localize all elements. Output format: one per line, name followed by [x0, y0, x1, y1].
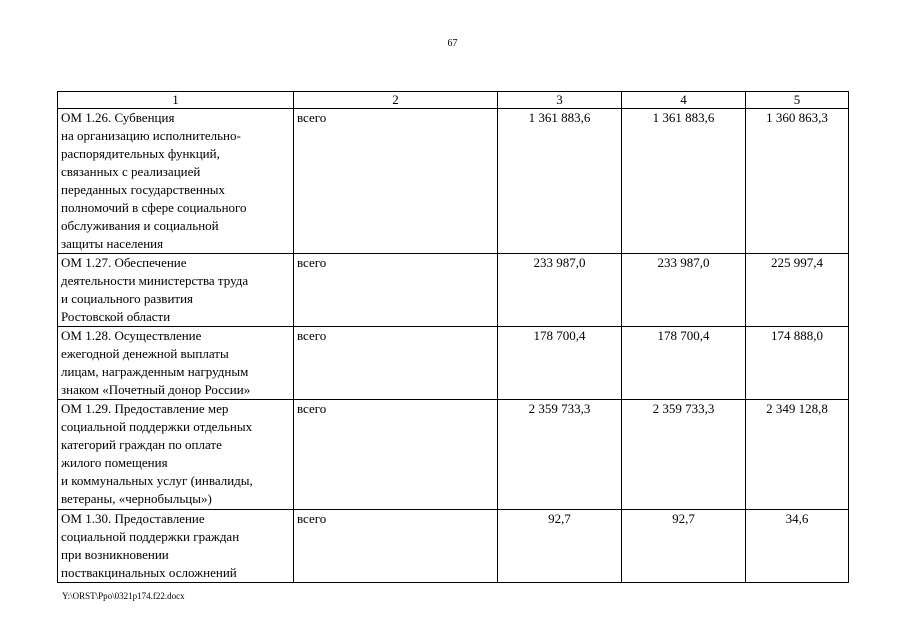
table-row — [58, 254, 849, 327]
measure-name-cell: ОМ 1.28. Осуществление ежегодной денежной выплаты лицам, награжденным нагрудным знаком «Почетный донор России» — [58, 327, 294, 400]
page-number: 67 — [447, 38, 458, 49]
table-row — [58, 109, 849, 254]
column-header: 3 — [498, 92, 622, 109]
table-row — [58, 400, 849, 510]
value-cell-col5: 34,6 — [746, 510, 849, 583]
column-header: 4 — [622, 92, 746, 109]
value-cell-col3: 92,7 — [498, 510, 622, 583]
column-header: 1 — [58, 92, 294, 109]
value-cell-col3: 2 359 733,3 — [498, 400, 622, 510]
value-cell-col3: 178 700,4 — [498, 327, 622, 400]
file-path-footer: Y:\ORST\Ppo\0321p174.f22.docx — [62, 591, 185, 601]
table-row — [58, 327, 849, 400]
value-cell-col5: 174 888,0 — [746, 327, 849, 400]
value-cell-col3: 1 361 883,6 — [498, 109, 622, 254]
funding-source-cell: всего — [294, 254, 498, 327]
measure-name-cell: ОМ 1.27. Обеспечение деятельности министерства труда и социального развития Ростовской области — [58, 254, 294, 327]
value-cell-col4: 1 361 883,6 — [622, 109, 746, 254]
budget-table — [57, 91, 849, 583]
funding-source-cell: всего — [294, 109, 498, 254]
table-row — [58, 510, 849, 583]
table-header-row — [58, 92, 849, 109]
measure-name-cell: ОМ 1.26. Субвенция на организацию исполнительно- распорядительных функций, связанных с реализацией переданных государственных полномочий в сфере социального обслуживания и социальной защиты населения — [58, 109, 294, 254]
funding-source-cell: всего — [294, 510, 498, 583]
value-cell-col4: 2 359 733,3 — [622, 400, 746, 510]
measure-name-cell: ОМ 1.30. Предоставление социальной поддержки граждан при возникновении поствакцинальных осложнений — [58, 510, 294, 583]
value-cell-col4: 178 700,4 — [622, 327, 746, 400]
column-header: 2 — [294, 92, 498, 109]
value-cell-col4: 92,7 — [622, 510, 746, 583]
value-cell-col5: 225 997,4 — [746, 254, 849, 327]
value-cell-col4: 233 987,0 — [622, 254, 746, 327]
funding-source-cell: всего — [294, 327, 498, 400]
funding-source-cell: всего — [294, 400, 498, 510]
value-cell-col5: 1 360 863,3 — [746, 109, 849, 254]
measure-name-cell: ОМ 1.29. Предоставление мер социальной поддержки отдельных категорий граждан по оплате жилого помещения и коммунальных услуг (инвалиды, ветераны, «чернобыльцы») — [58, 400, 294, 510]
value-cell-col3: 233 987,0 — [498, 254, 622, 327]
column-header: 5 — [746, 92, 849, 109]
value-cell-col5: 2 349 128,8 — [746, 400, 849, 510]
